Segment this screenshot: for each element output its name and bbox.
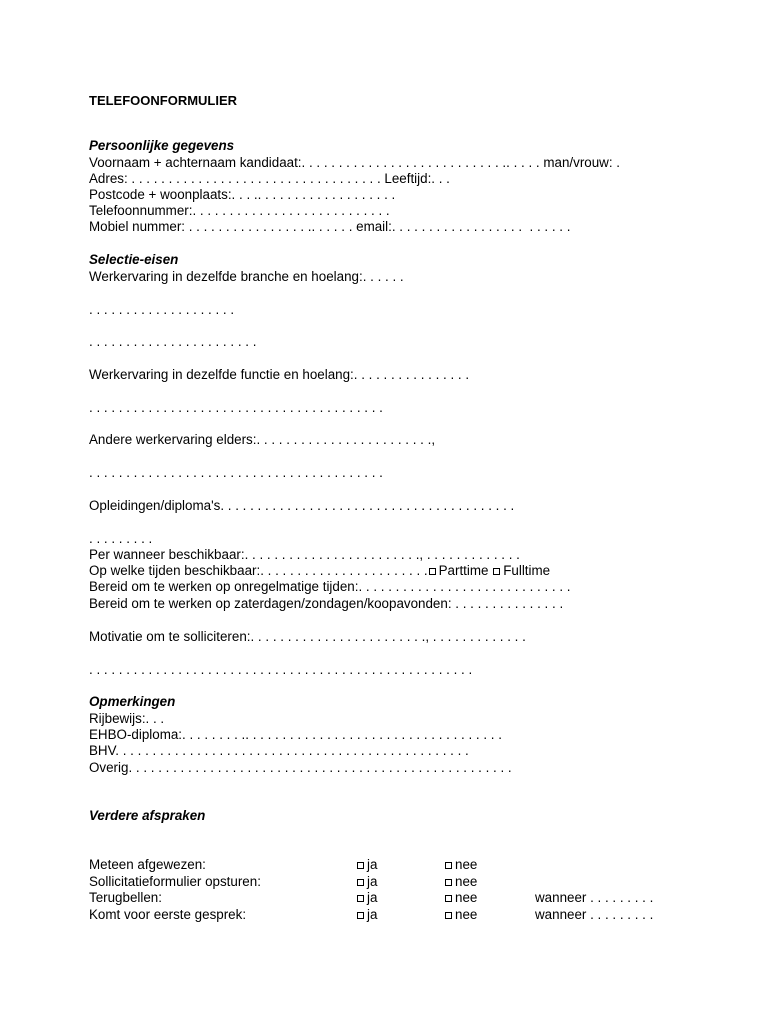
ja-label: ja (367, 857, 378, 872)
ja-label: ja (367, 890, 378, 905)
nee-checkbox[interactable] (445, 862, 452, 869)
page-title: TELEFOONFORMULIER (89, 93, 238, 108)
section-heading-selectie: Selectie-eisen (89, 252, 179, 267)
ja-option[interactable] (356, 907, 377, 923)
field-onregelmatige-tijden: Bereid om te werken op onregelmatige tijden:. . . . . . . . . . . . . . . . . . . . . . . . . . . . . (89, 579, 571, 594)
afspraak-label: Meteen afgewezen: (89, 857, 206, 872)
nee-label: nee (455, 874, 478, 889)
field-werkervaring-branche: Werkervaring in dezelfde branche en hoelang:. . . . . . (89, 269, 404, 284)
field-telefoonnummer: Telefoonnummer:. . . . . . . . . . . . . . . . . . . . . . . . . . . (89, 203, 390, 218)
ja-checkbox[interactable] (357, 862, 364, 869)
field-werkervaring-functie: Werkervaring in dezelfde functie en hoelang:. . . . . . . . . . . . . . . . (89, 367, 470, 382)
nee-label: nee (455, 907, 478, 922)
ja-option[interactable] (356, 857, 377, 873)
dotted-line: . . . . . . . . . . . . . . . . . . . . . . . . . . . . . . . . . . . . . . . . . . . . . . . . . . . . (89, 662, 473, 677)
dotted-line: . . . . . . . . . . . . . . . . . . . . . . . (89, 334, 257, 349)
nee-label: nee (455, 890, 478, 905)
field-beschikbaar-wanneer: Per wanneer beschikbaar:. . . . . . . . . . . . . . . . . . . . . . . ., . . . . . . . . . . . . . (89, 547, 520, 562)
dotted-line: . . . . . . . . . . . . . . . . . . . . . . . . . . . . . . . . . . . . . . . . (89, 465, 383, 480)
field-andere-werkervaring: Andere werkervaring elders:. . . . . . . . . . . . . . . . . . . . . . . ., (89, 432, 436, 447)
wanneer-field: wanneer . . . . . . . . . (535, 907, 654, 922)
section-heading-persoonlijk: Persoonlijke gegevens (89, 138, 235, 153)
nee-option[interactable] (444, 874, 477, 890)
field-postcode-woonplaats: Postcode + woonplaats:. . . .. . . . . . . . . . . . . . . . . . . (89, 187, 396, 202)
field-label: Op welke tijden beschikbaar:. . . . . . . . . . . . . . . . . . . . . . . (89, 563, 428, 578)
fulltime-label: Fulltime (503, 563, 551, 578)
nee-checkbox[interactable] (445, 912, 452, 919)
field-rijbewijs: Rijbewijs:. . . (89, 711, 165, 726)
afspraak-label: Terugbellen: (89, 890, 162, 905)
section-heading-opmerkingen: Opmerkingen (89, 694, 176, 709)
dotted-line: . . . . . . . . . . . . . . . . . . . . (89, 302, 235, 317)
nee-label: nee (455, 857, 478, 872)
nee-checkbox[interactable] (445, 895, 452, 902)
field-overig: Overig. . . . . . . . . . . . . . . . . . . . . . . . . . . . . . . . . . . . . . . . . . . . . . . . . . . . (89, 760, 512, 775)
nee-option[interactable] (444, 857, 477, 873)
ja-option[interactable] (356, 874, 377, 890)
afspraak-label: Komt voor eerste gesprek: (89, 907, 247, 922)
field-motivatie: Motivatie om te solliciteren:. . . . . . . . . . . . . . . . . . . . . . . ., . . . . . . . . . . . . . (89, 629, 526, 644)
field-opleidingen: Opleidingen/diploma's. . . . . . . . . . . . . . . . . . . . . . . . . . . . . . . . . . . . . . . . (89, 498, 515, 513)
nee-option[interactable] (444, 907, 477, 923)
field-zaterdagen: Bereid om te werken op zaterdagen/zondagen/koopavonden: . . . . . . . . . . . . . . . (89, 596, 564, 611)
ja-checkbox[interactable] (357, 879, 364, 886)
ja-label: ja (367, 874, 378, 889)
wanneer-field: wanneer . . . . . . . . . (535, 890, 654, 905)
fulltime-checkbox[interactable] (493, 568, 500, 575)
parttime-checkbox[interactable] (429, 568, 436, 575)
nee-checkbox[interactable] (445, 879, 452, 886)
section-heading-afspraken: Verdere afspraken (89, 808, 206, 823)
field-naam-geslacht: Voornaam + achternaam kandidaat:. . . . . . . . . . . . . . . . . . . . . . . . . . . .. . . . . man/vrouw: . (89, 155, 621, 170)
dotted-line: . . . . . . . . . . . . . . . . . . . . . . . . . . . . . . . . . . . . . . . . (89, 400, 383, 415)
ja-checkbox[interactable] (357, 895, 364, 902)
field-mobiel-email: Mobiel nummer: . . . . . . . . . . . . . . . . .. . . . . . email:. . . . . . . . . . . . . . . . . . . . . . . . (89, 219, 571, 234)
afspraak-label: Sollicitatieformulier opsturen: (89, 874, 261, 889)
field-ehbo-diploma: EHBO-diploma:. . . . . . . . .. . . . . . . . . . . . . . . . . . . . . . . . . . . . . . . . . . . (89, 727, 502, 742)
field-beschikbaar-tijden (89, 563, 550, 579)
parttime-label: Parttime (438, 563, 489, 578)
ja-option[interactable] (356, 890, 377, 906)
field-bhv: BHV. . . . . . . . . . . . . . . . . . . . . . . . . . . . . . . . . . . . . . . . . . . . . . . . (89, 743, 469, 758)
dotted-line: . . . . . . . . . (89, 531, 153, 546)
field-adres-leeftijd: Adres: . . . . . . . . . . . . . . . . . . . . . . . . . . . . . . . . . . Leeftijd:. . . (89, 171, 450, 186)
ja-label: ja (367, 907, 378, 922)
nee-option[interactable] (444, 890, 477, 906)
ja-checkbox[interactable] (357, 912, 364, 919)
